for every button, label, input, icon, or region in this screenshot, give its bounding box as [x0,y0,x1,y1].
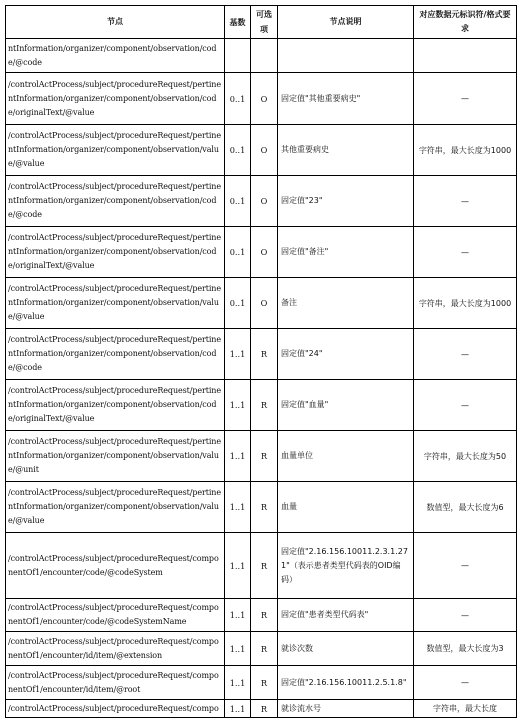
optional-cell [251,39,278,73]
description-cell: 固定值"2.16.156.10011.2.3.1.271"（表示患者类型代码表的OID编码） [278,533,414,599]
table-row [6,176,517,227]
cardinality-cell: 1..1 [225,431,251,482]
node-path-cell: /controlActProcess/subject/procedureRequest/componentOf1/encounter/id/item/@root [6,666,225,700]
description-cell: 固定值"24" [278,329,414,380]
node-path-cell: /controlActProcess/subject/procedureRequest/compo [6,700,225,718]
description-cell: 其他重要病史 [278,125,414,176]
format-cell: — [414,176,517,227]
table-row [6,482,517,533]
table-row [6,39,517,73]
node-path-cell: /controlActProcess/subject/procedureRequest/pertinentInformation/organizer/component/observation/value/@value [6,125,225,176]
node-path-cell: /controlActProcess/subject/procedureRequest/componentOf1/encounter/code/@codeSystem [6,533,225,599]
optional-cell: R [251,329,278,380]
header-cardinality: 基数 [225,6,251,39]
cardinality-cell: 0..1 [225,176,251,227]
cardinality-cell: 1..1 [225,533,251,599]
node-path-cell: /controlActProcess/subject/procedureRequest/pertinentInformation/organizer/component/observation/code/originalText/@value [6,73,225,125]
cardinality-cell: 1..1 [225,700,251,718]
header-optional: 可选项 [251,6,278,39]
table-row [6,278,517,329]
description-cell: 备注 [278,278,414,329]
cardinality-cell: 0..1 [225,227,251,278]
table-row [6,227,517,278]
description-cell: 就诊次数 [278,632,414,666]
optional-cell: O [251,278,278,329]
table-header-row [6,6,517,39]
description-cell: 固定值"备注" [278,227,414,278]
optional-cell: R [251,666,278,700]
cardinality-cell: 1..1 [225,329,251,380]
node-path-cell: /controlActProcess/subject/procedureRequest/pertinentInformation/organizer/component/observation/value/@value [6,278,225,329]
description-cell: 血量 [278,482,414,533]
table-row [6,329,517,380]
node-path-cell: /controlActProcess/subject/procedureRequest/pertinentInformation/organizer/component/observation/code/originalText/@value [6,380,225,431]
format-cell: — [414,227,517,278]
cardinality-cell: 1..1 [225,380,251,431]
cardinality-cell: 1..1 [225,599,251,632]
table-row [6,533,517,599]
cardinality-cell: 0..1 [225,278,251,329]
optional-cell: O [251,73,278,125]
table-row [6,700,517,718]
table-body [6,39,517,718]
node-path-cell: /controlActProcess/subject/procedureRequest/pertinentInformation/organizer/component/observation/code/@code [6,329,225,380]
description-cell [278,39,414,73]
cardinality-cell: 0..1 [225,73,251,125]
table-row [6,632,517,666]
table-row [6,380,517,431]
node-path-cell: /controlActProcess/subject/procedureRequest/pertinentInformation/organizer/component/observation/code/originalText/@value [6,227,225,278]
description-cell: 固定值"2.16.156.10011.2.5.1.8" [278,666,414,700]
description-cell: 固定值"23" [278,176,414,227]
description-cell: 血量单位 [278,431,414,482]
cardinality-cell: 1..1 [225,632,251,666]
node-path-cell: /controlActProcess/subject/procedureRequest/pertinentInformation/organizer/component/observation/code/@code [6,176,225,227]
cardinality-cell: 0..1 [225,125,251,176]
table-row [6,125,517,176]
optional-cell: R [251,482,278,533]
node-path-cell: /controlActProcess/subject/procedureRequest/pertinentInformation/organizer/component/observation/value/@unit [6,431,225,482]
description-cell: 就诊流水号 [278,700,414,718]
document-page [5,5,516,718]
optional-cell: O [251,176,278,227]
table-row [6,431,517,482]
table-row [6,73,517,125]
header-description: 节点说明 [278,6,414,39]
format-cell: — [414,599,517,632]
description-cell: 固定值"患者类型代码表" [278,599,414,632]
optional-cell: R [251,599,278,632]
node-path-cell: ntInformation/organizer/component/observation/code/@code [6,39,225,73]
node-path-cell: /controlActProcess/subject/procedureRequest/componentOf1/encounter/id/item/@extension [6,632,225,666]
format-cell: 数值型，最大长度为6 [414,482,517,533]
optional-cell: R [251,380,278,431]
header-node: 节点 [6,6,225,39]
format-cell [414,39,517,73]
format-cell: 数值型，最大长度为3 [414,632,517,666]
format-cell: — [414,329,517,380]
format-cell: — [414,380,517,431]
optional-cell: R [251,700,278,718]
optional-cell: R [251,632,278,666]
description-cell: 固定值"其他重要病史" [278,73,414,125]
node-path-cell: /controlActProcess/subject/procedureRequest/componentOf1/encounter/code/@codeSystemName [6,599,225,632]
format-cell: — [414,666,517,700]
format-cell: — [414,73,517,125]
node-path-cell: /controlActProcess/subject/procedureRequest/pertinentInformation/organizer/component/observation/value/@value [6,482,225,533]
table-row [6,666,517,700]
optional-cell: R [251,533,278,599]
format-cell: 字符串，最大长度为1000 [414,278,517,329]
format-cell: 字符串，最大长度为50 [414,431,517,482]
format-cell: — [414,533,517,599]
optional-cell: R [251,431,278,482]
node-spec-table [5,5,517,718]
optional-cell: O [251,125,278,176]
cardinality-cell: 1..1 [225,482,251,533]
format-cell: 字符串，最大长度 [414,700,517,718]
format-cell: 字符串，最大长度为1000 [414,125,517,176]
table-row [6,599,517,632]
cardinality-cell [225,39,251,73]
header-format: 对应数据元标识符/格式要求 [414,6,517,39]
description-cell: 固定值"血量" [278,380,414,431]
cardinality-cell: 1..1 [225,666,251,700]
optional-cell: O [251,227,278,278]
